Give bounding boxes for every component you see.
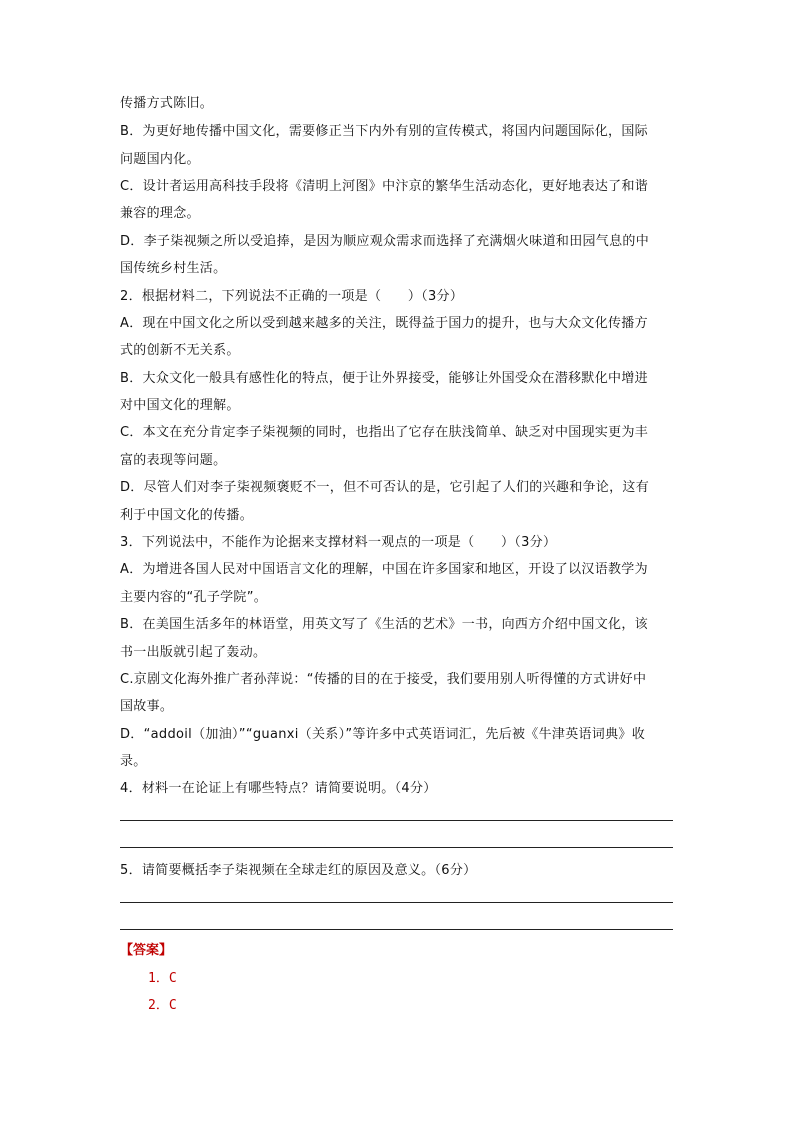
- answer-blank-line[interactable]: [120, 902, 673, 903]
- text-line: D．尽管人们对李子柒视频褒贬不一，但不可否认的是，它引起了人们的兴趣和争论，这有: [120, 480, 650, 495]
- question-4-stem: 4．材料一在论证上有哪些特点？请简要说明。（4分）: [120, 781, 437, 796]
- text-line: C．本文在充分肯定李子柒视频的同时，也指出了它存在肤浅简单、缺乏对中国现实更为丰: [120, 425, 649, 440]
- text-line: 兼容的理念。: [120, 206, 200, 221]
- text-line: 问题国内化。: [120, 152, 200, 167]
- text-line: 富的表现等问题。: [120, 453, 227, 468]
- text-line: A．现在中国文化之所以受到越来越多的关注，既得益于国力的提升，也与大众文化传播方: [120, 316, 648, 331]
- text-line: D．李子柒视频之所以受追捧，是因为顺应观众需求而选择了充满烟火味道和田园气息的中: [120, 234, 650, 249]
- answer-heading: 【答案】: [120, 943, 173, 958]
- text-line: B．大众文化一般具有感性化的特点，便于让外界接受，能够让外国受众在潜移默化中增进: [120, 371, 648, 386]
- answer-item: 2．C: [148, 998, 177, 1013]
- text-line: 式的创新不无关系。: [120, 343, 240, 358]
- question-3-stem: 3．下列说法中，不能作为论据来支撑材料一观点的一项是（ ）（3分）: [120, 535, 557, 550]
- question-2-stem: 2．根据材料二，下列说法不正确的一项是（ ）（3分）: [120, 289, 464, 304]
- text-line: A．为增进各国人民对中国语言文化的理解，中国在许多国家和地区，开设了以汉语教学为: [120, 562, 648, 577]
- text-line: 录。: [120, 754, 147, 769]
- text-line: 国传统乡村生活。: [120, 261, 227, 276]
- text-line: B．为更好地传播中国文化，需要修正当下内外有别的宣传模式，将国内问题国际化，国际: [120, 124, 648, 139]
- text-line: 国故事。: [120, 699, 174, 714]
- text-line: 书一出版就引起了轰动。: [120, 645, 267, 660]
- text-line: C.京剧文化海外推广者孙萍说：“传播的目的在于接受，我们要用别人听得懂的方式讲好中: [120, 672, 647, 687]
- answer-blank-line[interactable]: [120, 929, 673, 930]
- text-line: 对中国文化的理解。: [120, 398, 240, 413]
- question-5-stem: 5．请简要概括李子柒视频在全球走红的原因及意义。（6分）: [120, 863, 477, 878]
- text-line: B．在美国生活多年的林语堂，用英文写了《生活的艺术》一书，向西方介绍中国文化，该: [120, 617, 648, 632]
- text-line: D．“addoil（加油）”“guanxi（关系）”等许多中式英语词汇，先后被《牛津英语词典》收: [120, 727, 645, 742]
- text-line: 主要内容的“孔子学院”。: [120, 590, 268, 605]
- text-line: 利于中国文化的传播。: [120, 508, 254, 523]
- text-line: 传播方式陈旧。: [120, 96, 214, 111]
- answer-blank-line[interactable]: [120, 820, 673, 821]
- answer-blank-line[interactable]: [120, 847, 673, 848]
- text-line: C．设计者运用高科技手段将《清明上河图》中汴京的繁华生活动态化，更好地表达了和谐: [120, 179, 649, 194]
- answer-item: 1．C: [148, 971, 177, 986]
